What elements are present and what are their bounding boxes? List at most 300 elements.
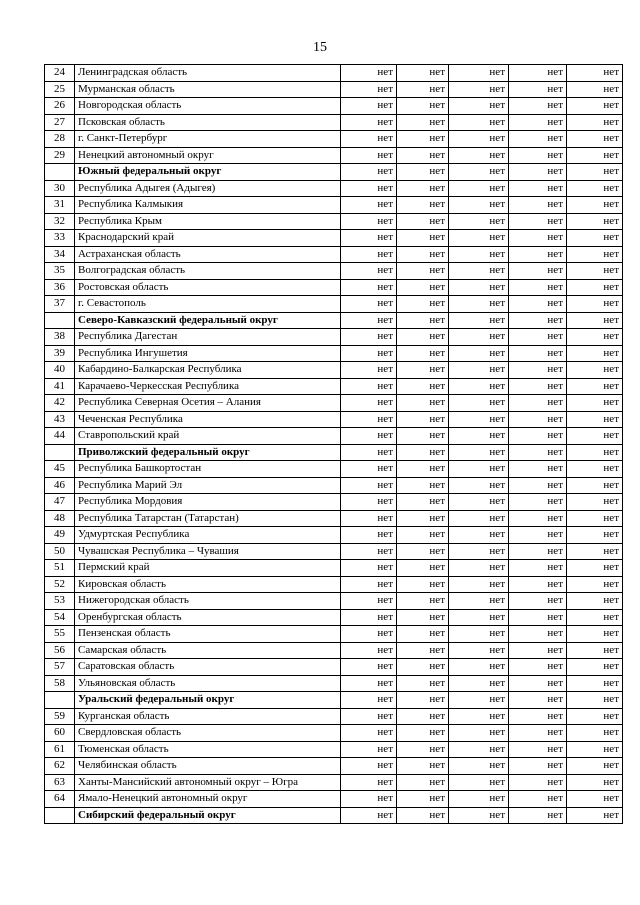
value-cell-5: нет (567, 741, 623, 758)
value-cell-4: нет (509, 444, 567, 461)
value-cell-4: нет (509, 428, 567, 445)
value-cell-5: нет (567, 510, 623, 527)
region-name: Республика Дагестан (75, 329, 341, 346)
row-number: 41 (45, 378, 75, 395)
district-name: Южный федеральный округ (75, 164, 341, 181)
value-cell-4: нет (509, 246, 567, 263)
value-cell-2: нет (397, 213, 449, 230)
table-row (45, 98, 623, 115)
value-cell-5: нет (567, 197, 623, 214)
value-cell-1: нет (341, 527, 397, 544)
value-cell-2: нет (397, 428, 449, 445)
row-number: 53 (45, 593, 75, 610)
district-name: Приволжский федеральный округ (75, 444, 341, 461)
value-cell-2: нет (397, 642, 449, 659)
value-cell-1: нет (341, 180, 397, 197)
value-cell-4: нет (509, 378, 567, 395)
value-cell-4: нет (509, 560, 567, 577)
table-row (45, 527, 623, 544)
regions-table (44, 64, 623, 824)
value-cell-3: нет (449, 741, 509, 758)
district-name: Сибирский федеральный округ (75, 807, 341, 824)
value-cell-5: нет (567, 593, 623, 610)
value-cell-5: нет (567, 692, 623, 709)
value-cell-1: нет (341, 692, 397, 709)
table-row (45, 180, 623, 197)
value-cell-1: нет (341, 164, 397, 181)
region-name: Чеченская Республика (75, 411, 341, 428)
value-cell-3: нет (449, 477, 509, 494)
value-cell-1: нет (341, 263, 397, 280)
value-cell-4: нет (509, 197, 567, 214)
value-cell-4: нет (509, 477, 567, 494)
region-name: Чувашская Республика – Чувашия (75, 543, 341, 560)
value-cell-1: нет (341, 230, 397, 247)
value-cell-2: нет (397, 395, 449, 412)
table-row (45, 510, 623, 527)
row-number: 49 (45, 527, 75, 544)
value-cell-5: нет (567, 65, 623, 82)
row-number: 32 (45, 213, 75, 230)
value-cell-4: нет (509, 65, 567, 82)
row-number: 33 (45, 230, 75, 247)
value-cell-4: нет (509, 576, 567, 593)
region-name: Республика Мордовия (75, 494, 341, 511)
value-cell-5: нет (567, 675, 623, 692)
value-cell-4: нет (509, 692, 567, 709)
district-name: Северо-Кавказский федеральный округ (75, 312, 341, 329)
value-cell-3: нет (449, 362, 509, 379)
value-cell-1: нет (341, 329, 397, 346)
value-cell-4: нет (509, 791, 567, 808)
row-number: 51 (45, 560, 75, 577)
value-cell-3: нет (449, 312, 509, 329)
value-cell-5: нет (567, 609, 623, 626)
value-cell-5: нет (567, 708, 623, 725)
value-cell-3: нет (449, 609, 509, 626)
region-name: г. Севастополь (75, 296, 341, 313)
value-cell-5: нет (567, 543, 623, 560)
value-cell-2: нет (397, 312, 449, 329)
value-cell-1: нет (341, 741, 397, 758)
value-cell-4: нет (509, 659, 567, 676)
row-number: 29 (45, 147, 75, 164)
value-cell-2: нет (397, 197, 449, 214)
value-cell-5: нет (567, 180, 623, 197)
value-cell-3: нет (449, 81, 509, 98)
value-cell-2: нет (397, 279, 449, 296)
row-number (45, 692, 75, 709)
table-row (45, 279, 623, 296)
value-cell-2: нет (397, 543, 449, 560)
value-cell-2: нет (397, 98, 449, 115)
table-row (45, 329, 623, 346)
table-row (45, 659, 623, 676)
value-cell-5: нет (567, 774, 623, 791)
table-row (45, 593, 623, 610)
table-row (45, 362, 623, 379)
value-cell-5: нет (567, 642, 623, 659)
value-cell-4: нет (509, 362, 567, 379)
value-cell-3: нет (449, 114, 509, 131)
value-cell-3: нет (449, 758, 509, 775)
row-number: 58 (45, 675, 75, 692)
region-name: Республика Башкортостан (75, 461, 341, 478)
value-cell-1: нет (341, 708, 397, 725)
value-cell-1: нет (341, 312, 397, 329)
value-cell-3: нет (449, 461, 509, 478)
region-name: Ямало-Ненецкий автономный округ (75, 791, 341, 808)
value-cell-1: нет (341, 131, 397, 148)
value-cell-1: нет (341, 642, 397, 659)
row-number: 60 (45, 725, 75, 742)
value-cell-4: нет (509, 725, 567, 742)
value-cell-4: нет (509, 494, 567, 511)
table-row (45, 378, 623, 395)
value-cell-2: нет (397, 609, 449, 626)
value-cell-5: нет (567, 230, 623, 247)
page-number: 15 (313, 40, 327, 55)
region-name: Ненецкий автономный округ (75, 147, 341, 164)
region-name: Ростовская область (75, 279, 341, 296)
value-cell-1: нет (341, 428, 397, 445)
value-cell-4: нет (509, 543, 567, 560)
value-cell-3: нет (449, 345, 509, 362)
value-cell-4: нет (509, 527, 567, 544)
value-cell-2: нет (397, 378, 449, 395)
value-cell-3: нет (449, 807, 509, 824)
value-cell-2: нет (397, 593, 449, 610)
region-name: Тюменская область (75, 741, 341, 758)
value-cell-2: нет (397, 477, 449, 494)
value-cell-1: нет (341, 296, 397, 313)
table-row (45, 114, 623, 131)
region-name: Республика Калмыкия (75, 197, 341, 214)
value-cell-2: нет (397, 725, 449, 742)
value-cell-2: нет (397, 675, 449, 692)
value-cell-1: нет (341, 246, 397, 263)
row-number (45, 807, 75, 824)
value-cell-3: нет (449, 131, 509, 148)
table-row (45, 494, 623, 511)
value-cell-5: нет (567, 527, 623, 544)
value-cell-2: нет (397, 659, 449, 676)
region-name: Карачаево-Черкесская Республика (75, 378, 341, 395)
table-row (45, 477, 623, 494)
table-row (45, 81, 623, 98)
value-cell-5: нет (567, 81, 623, 98)
row-number: 47 (45, 494, 75, 511)
value-cell-5: нет (567, 461, 623, 478)
row-number: 24 (45, 65, 75, 82)
value-cell-1: нет (341, 626, 397, 643)
value-cell-4: нет (509, 329, 567, 346)
value-cell-3: нет (449, 378, 509, 395)
value-cell-2: нет (397, 180, 449, 197)
value-cell-4: нет (509, 114, 567, 131)
value-cell-3: нет (449, 725, 509, 742)
row-number: 63 (45, 774, 75, 791)
value-cell-5: нет (567, 131, 623, 148)
value-cell-3: нет (449, 180, 509, 197)
value-cell-2: нет (397, 560, 449, 577)
region-name: Республика Крым (75, 213, 341, 230)
value-cell-5: нет (567, 807, 623, 824)
value-cell-4: нет (509, 411, 567, 428)
region-name: Оренбургская область (75, 609, 341, 626)
region-name: Республика Ингушетия (75, 345, 341, 362)
value-cell-4: нет (509, 774, 567, 791)
district-row (45, 164, 623, 181)
row-number: 27 (45, 114, 75, 131)
region-name: Пермский край (75, 560, 341, 577)
table-row (45, 642, 623, 659)
value-cell-1: нет (341, 197, 397, 214)
row-number: 61 (45, 741, 75, 758)
value-cell-5: нет (567, 312, 623, 329)
value-cell-2: нет (397, 114, 449, 131)
value-cell-4: нет (509, 131, 567, 148)
row-number: 31 (45, 197, 75, 214)
value-cell-2: нет (397, 411, 449, 428)
value-cell-5: нет (567, 626, 623, 643)
value-cell-5: нет (567, 428, 623, 445)
value-cell-1: нет (341, 65, 397, 82)
value-cell-1: нет (341, 675, 397, 692)
value-cell-2: нет (397, 510, 449, 527)
value-cell-1: нет (341, 362, 397, 379)
value-cell-5: нет (567, 263, 623, 280)
value-cell-3: нет (449, 147, 509, 164)
table-row (45, 741, 623, 758)
district-row (45, 692, 623, 709)
value-cell-2: нет (397, 708, 449, 725)
value-cell-2: нет (397, 791, 449, 808)
district-row (45, 807, 623, 824)
region-name: Мурманская область (75, 81, 341, 98)
value-cell-1: нет (341, 494, 397, 511)
value-cell-2: нет (397, 246, 449, 263)
row-number: 40 (45, 362, 75, 379)
value-cell-1: нет (341, 114, 397, 131)
table-row (45, 246, 623, 263)
row-number: 55 (45, 626, 75, 643)
value-cell-2: нет (397, 81, 449, 98)
table-row (45, 774, 623, 791)
value-cell-4: нет (509, 345, 567, 362)
row-number: 57 (45, 659, 75, 676)
row-number: 44 (45, 428, 75, 445)
region-name: Курганская область (75, 708, 341, 725)
row-number: 34 (45, 246, 75, 263)
value-cell-4: нет (509, 675, 567, 692)
row-number: 35 (45, 263, 75, 280)
row-number: 50 (45, 543, 75, 560)
regions-table-body (45, 65, 623, 824)
value-cell-1: нет (341, 444, 397, 461)
table-row (45, 543, 623, 560)
value-cell-5: нет (567, 494, 623, 511)
value-cell-2: нет (397, 741, 449, 758)
row-number: 59 (45, 708, 75, 725)
value-cell-4: нет (509, 593, 567, 610)
region-name: Республика Марий Эл (75, 477, 341, 494)
row-number: 28 (45, 131, 75, 148)
value-cell-3: нет (449, 213, 509, 230)
row-number: 25 (45, 81, 75, 98)
value-cell-4: нет (509, 230, 567, 247)
row-number (45, 164, 75, 181)
region-name: Удмуртская Республика (75, 527, 341, 544)
value-cell-2: нет (397, 147, 449, 164)
table-row (45, 428, 623, 445)
value-cell-4: нет (509, 461, 567, 478)
value-cell-2: нет (397, 758, 449, 775)
value-cell-5: нет (567, 164, 623, 181)
value-cell-1: нет (341, 659, 397, 676)
value-cell-3: нет (449, 263, 509, 280)
table-row (45, 263, 623, 280)
row-number: 46 (45, 477, 75, 494)
value-cell-5: нет (567, 296, 623, 313)
value-cell-2: нет (397, 626, 449, 643)
value-cell-2: нет (397, 345, 449, 362)
value-cell-1: нет (341, 807, 397, 824)
value-cell-4: нет (509, 213, 567, 230)
value-cell-3: нет (449, 98, 509, 115)
district-row (45, 312, 623, 329)
region-name: Свердловская область (75, 725, 341, 742)
value-cell-1: нет (341, 609, 397, 626)
table-row (45, 560, 623, 577)
value-cell-3: нет (449, 65, 509, 82)
value-cell-5: нет (567, 362, 623, 379)
table-row (45, 296, 623, 313)
value-cell-5: нет (567, 147, 623, 164)
table-row (45, 131, 623, 148)
value-cell-3: нет (449, 692, 509, 709)
value-cell-3: нет (449, 164, 509, 181)
row-number: 54 (45, 609, 75, 626)
value-cell-2: нет (397, 230, 449, 247)
value-cell-4: нет (509, 164, 567, 181)
value-cell-4: нет (509, 741, 567, 758)
value-cell-3: нет (449, 642, 509, 659)
region-name: Краснодарский край (75, 230, 341, 247)
row-number: 30 (45, 180, 75, 197)
region-name: Кабардино-Балкарская Республика (75, 362, 341, 379)
region-name: Ленинградская область (75, 65, 341, 82)
value-cell-4: нет (509, 180, 567, 197)
value-cell-4: нет (509, 395, 567, 412)
table-row (45, 65, 623, 82)
value-cell-3: нет (449, 675, 509, 692)
value-cell-5: нет (567, 395, 623, 412)
value-cell-4: нет (509, 807, 567, 824)
value-cell-5: нет (567, 477, 623, 494)
value-cell-5: нет (567, 246, 623, 263)
value-cell-4: нет (509, 312, 567, 329)
row-number: 43 (45, 411, 75, 428)
value-cell-1: нет (341, 147, 397, 164)
table-row (45, 708, 623, 725)
value-cell-3: нет (449, 279, 509, 296)
region-name: Саратовская область (75, 659, 341, 676)
value-cell-3: нет (449, 494, 509, 511)
region-name: Псковская область (75, 114, 341, 131)
table-row (45, 576, 623, 593)
value-cell-3: нет (449, 626, 509, 643)
table-row (45, 609, 623, 626)
row-number: 48 (45, 510, 75, 527)
value-cell-3: нет (449, 593, 509, 610)
value-cell-1: нет (341, 81, 397, 98)
region-name: Самарская область (75, 642, 341, 659)
value-cell-4: нет (509, 279, 567, 296)
region-name: Астраханская область (75, 246, 341, 263)
value-cell-5: нет (567, 659, 623, 676)
value-cell-3: нет (449, 296, 509, 313)
row-number (45, 444, 75, 461)
value-cell-3: нет (449, 791, 509, 808)
region-name: Ханты-Мансийский автономный округ – Югра (75, 774, 341, 791)
value-cell-3: нет (449, 543, 509, 560)
value-cell-3: нет (449, 246, 509, 263)
value-cell-1: нет (341, 345, 397, 362)
value-cell-2: нет (397, 164, 449, 181)
value-cell-4: нет (509, 147, 567, 164)
row-number: 37 (45, 296, 75, 313)
value-cell-2: нет (397, 807, 449, 824)
value-cell-1: нет (341, 98, 397, 115)
value-cell-3: нет (449, 510, 509, 527)
row-number: 39 (45, 345, 75, 362)
region-name: Челябинская область (75, 758, 341, 775)
value-cell-5: нет (567, 725, 623, 742)
value-cell-3: нет (449, 576, 509, 593)
value-cell-1: нет (341, 213, 397, 230)
table-row (45, 626, 623, 643)
region-name: Пензенская область (75, 626, 341, 643)
value-cell-2: нет (397, 65, 449, 82)
region-name: Ульяновская область (75, 675, 341, 692)
value-cell-5: нет (567, 444, 623, 461)
value-cell-4: нет (509, 510, 567, 527)
value-cell-4: нет (509, 626, 567, 643)
value-cell-3: нет (449, 428, 509, 445)
value-cell-5: нет (567, 345, 623, 362)
value-cell-5: нет (567, 378, 623, 395)
value-cell-2: нет (397, 362, 449, 379)
value-cell-5: нет (567, 213, 623, 230)
value-cell-2: нет (397, 296, 449, 313)
row-number: 45 (45, 461, 75, 478)
value-cell-3: нет (449, 560, 509, 577)
table-row (45, 675, 623, 692)
value-cell-3: нет (449, 708, 509, 725)
value-cell-5: нет (567, 279, 623, 296)
value-cell-5: нет (567, 576, 623, 593)
district-name: Уральский федеральный округ (75, 692, 341, 709)
table-row (45, 230, 623, 247)
value-cell-4: нет (509, 609, 567, 626)
value-cell-1: нет (341, 576, 397, 593)
value-cell-2: нет (397, 494, 449, 511)
value-cell-3: нет (449, 230, 509, 247)
row-number: 36 (45, 279, 75, 296)
value-cell-2: нет (397, 329, 449, 346)
value-cell-3: нет (449, 527, 509, 544)
